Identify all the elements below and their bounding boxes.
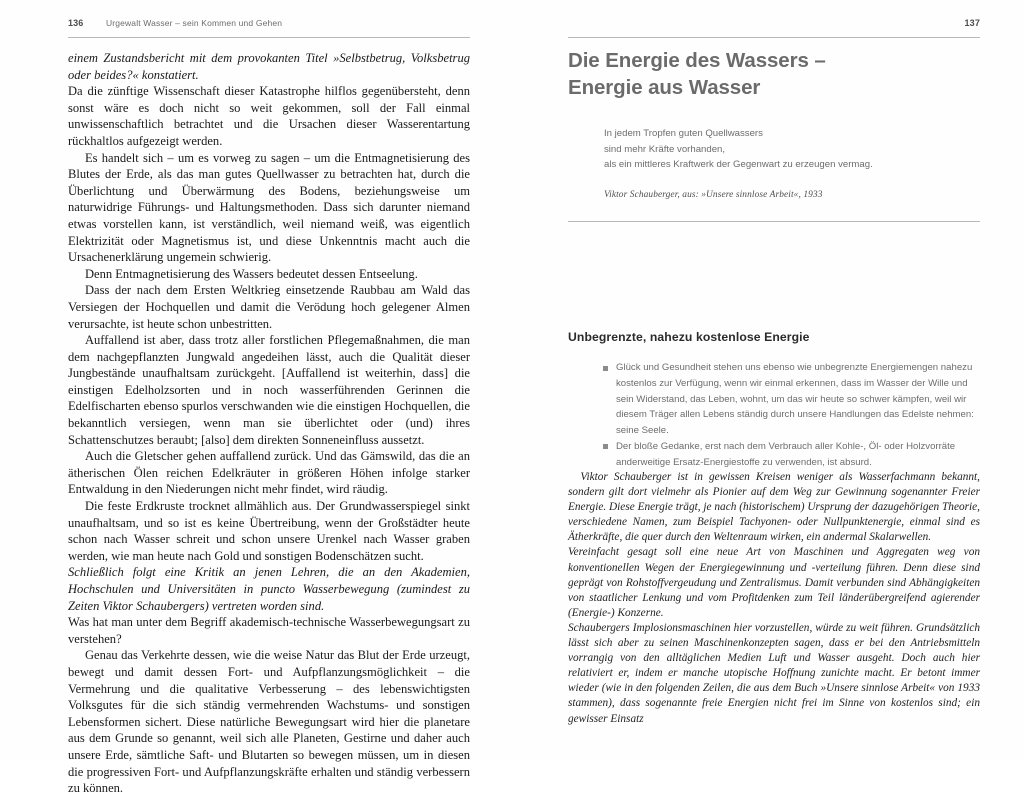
paragraph-erdkruste: Die feste Erdkruste trocknet allmählich aus. Der Grundwasserspiegel sinkt unaufhaltsam, und so ist es keine Übertreibung, wenn der Großstädter heute schon nach Wasser schreit und schon unsere Urenkel nach Wasser graben werden, wie man heute nach Gold und sonstigen Bodenschätzen sucht.: [68, 499, 470, 563]
page-right: [512, 0, 1024, 760]
epigraph-line-2: sind mehr Kräfte vorhanden,: [604, 143, 726, 155]
commentary-paragraph-2: Vereinfacht gesagt soll eine neue Art von Maschinen und Aggregaten weg von konventionellen Wegen der Energiegewinnung und -verteilung führen. Denn diese sind geprägt von Rohstoffvergeudung und Zentralismus. Damit verbunden sind Abhängigkeiten von staatlicher Lenkung und vom Profitdenken zum Teil länderübergreifend agierender (Energie-) Konzerne.: [568, 546, 980, 619]
commentary-block: [568, 470, 980, 727]
bullet-list: [602, 360, 980, 470]
body-column-left: [68, 50, 470, 797]
page-number-right: 137: [964, 18, 980, 28]
section-subheading: Unbegrenzte, nahezu kostenlose Energie: [568, 330, 810, 344]
section-rule: [568, 221, 980, 222]
epigraph-line-3: als ein mittleres Kraftwerk der Gegenwart zu erzeugen vermag.: [604, 159, 873, 171]
paragraph-entseelung: Denn Entmagnetisierung des Wassers bedeutet dessen Entseelung.: [84, 266, 418, 281]
page-number-left: 136: [68, 18, 84, 28]
paragraph-begriff-frage: Was hat man unter dem Begriff akademisch-technische Wasserbewegungsart zu verstehen?: [68, 615, 470, 646]
paragraph-raubbau: Dass der nach dem Ersten Weltkrieg einsetzende Raubbau am Wald das Versiegen der Hochquellen und damit die Verödung hoch gelegener Almen verursachte, ist heute schon unbestritten.: [68, 283, 470, 331]
paragraph-entmagnetisierung: Es handelt sich – um es vorweg zu sagen – um die Entmagnetisierung des Blutes der Erde, als das man gutes Quellwasser zu betrachten hat, durch die Überlichtung und Überwärmung des Bodens, beziehungsweise um naturwidrige Führungs- und Haltungsmethoden. Dass sich darunter niemand etwas vorstellen kann, ist verständlich, weil niemand weiß, was eigentlich Elektrizität oder Magnetismus ist, und diese Unkenntnis macht auch die Ursachenerklärung ungemein schwierig.: [68, 150, 470, 265]
commentary-paragraph-1: Viktor Schauberger ist in gewissen Kreisen weniger als Wasserfachmann bekannt, sondern gilt dort vielmehr als Pionier auf dem Weg zur Gewinnung sogenannter Freier Energie. Diese Energie trägt, je nach (historischem) Ursprung der dazugehörigen Theorie, verschiedene Namen, zum Beispiel Tachyonen- oder Nullpunktenergie, einmal sind es Ätherkräfte, die quer durch den Weltenraum wirken, ein andermal Skalarwellen.: [568, 471, 980, 544]
commentary-paragraph-3: Schaubergers Implosionsmaschinen hier vorzustellen, würde zu weit führen. Grundsätzlich lässt sich aber zu seinen Maschinenkonzepten sagen, dass er bei den Antriebsmitteln vorrangig von den alltäglichen Medien Luft und Wasser ausgeht. Doch auch hier relativiert er, indem er manche utopische Hoffnung zunichte macht. Er betont immer wieder (wie in den folgenden Zeilen, die aus dem Buch »Unsere sinnlose Arbeit« von 1933 stammen), dass sogenannte freie Energien nicht frei im Sinne von kostenlos sind; ein gewisser Einsatz: [568, 621, 980, 725]
running-head-left: Urgewalt Wasser – sein Kommen und Gehen: [106, 18, 283, 28]
body-column-right: [568, 48, 980, 725]
list-item: [602, 439, 980, 471]
header-rule-right: [568, 37, 980, 38]
chapter-title: [568, 48, 980, 101]
chapter-title-line-2: Energie aus Wasser: [568, 75, 761, 99]
paragraph-auffallend: Auffallend ist aber, dass trotz aller forstlichen Pflegemaßnahmen, die man dem nachgepflanzten Jungwald angedeihen lässt, auch die Qualität dieser Jungbestände unaufhaltsam zurückgeht. [Auffallend ist weiterhin, dass] die einstigen Edelholzsorten und in noch wasserführenden Gerinnen die Edelfischarten ebenso spurlos verschwanden wie die einstigen Hochquellen, die bekanntlich versiegen, wenn man sie überlichtet oder (und) ihres Schattenschutzes beraubt; [also] dem direkten Sonneneinfluss aussetzt.: [68, 333, 470, 447]
paragraph-zuenftige-wissenschaft: Da die zünftige Wissenschaft dieser Katastrophe hilflos gegenübersteht, denn sonst wäre es doch nicht so weit gekommen, soll der Fall einmal unwissenschaftlich betrachtet und die Ursachen dieser Wasserentartung rückhaltlos aufgezeigt werden.: [68, 84, 470, 148]
paragraph-intro-italic: einem Zustandsbericht mit dem provokanten Titel »Selbstbetrug, Volksbetrug oder beides?« konstatiert.: [68, 51, 470, 82]
page-left: [0, 0, 512, 796]
list-item: [602, 360, 980, 439]
paragraph-gletscher: Auch die Gletscher gehen auffallend zurück. Und das Gämswild, das die an ätherischen Ölen reichen Edelkräuter in größeren Höhen infolge starker Entwaldung in den Niederungen nicht mehr findet, wird räudig.: [68, 449, 470, 497]
chapter-title-line-1: Die Energie des Wassers –: [568, 49, 826, 72]
paragraph-verkehrte: Genau das Verkehrte dessen, wie die weise Natur das Blut der Erde urzeugt, bewegt und damit dessen Fort- und Aufpflanzungsmöglichkeit – die Vermehrung und die qualitative Verbesserung – des lebenswichtigsten Volksgutes für die sich ständig vermehrenden Wachstums- und sonstigen Lebensformen sichert. Diese natürliche Bewegungsart wird hier die planetare aus dem Grunde so genannt, weil sich alle Planeten, Gestirne und daher auch unsere Erde, sämtliche Saft- und Blutarten so bewegen müssen, um in diesen die progressiven Fort- und Aufpflanzungskräfte erhalten und ständig verbessern zu können.: [68, 648, 470, 796]
epigraph-source: Viktor Schauberger, aus: »Unsere sinnlose Arbeit«, 1933: [604, 189, 823, 200]
list-item-text: Glück und Gesundheit stehen uns ebenso wie unbegrenzte Energiemengen nahezu kostenlos zur Verfügung, wenn wir einmal erkennen, dass im Wasser der Wille und sein Widerstand, das Leben, wohnt, um das wir heute so schwer kämpfen, weil wir diesem Träger allen Lebens ständig durch unsere Handlungen das Edelste nehmen: seine Seele.: [616, 362, 974, 436]
paragraph-kritik-italic: Schließlich folgt eine Kritik an jenen Lehren, die an den Akademien, Hochschulen und Universitäten in puncto Wasserbewegung (zumindest zu Zeiten Viktor Schaubergers) vertreten worden sind.: [68, 565, 470, 613]
list-item-text: Der bloße Gedanke, erst nach dem Verbrauch aller Kohle-, Öl- oder Holzvorräte anderweitige Ersatz-Energiestoffe zu verwenden, ist absurd.: [616, 440, 956, 468]
square-bullet-icon: [603, 444, 608, 449]
epigraph: [604, 126, 980, 173]
square-bullet-icon: [603, 366, 608, 371]
epigraph-line-1: In jedem Tropfen guten Quellwassers: [604, 128, 763, 139]
header-rule-left: [68, 37, 470, 38]
